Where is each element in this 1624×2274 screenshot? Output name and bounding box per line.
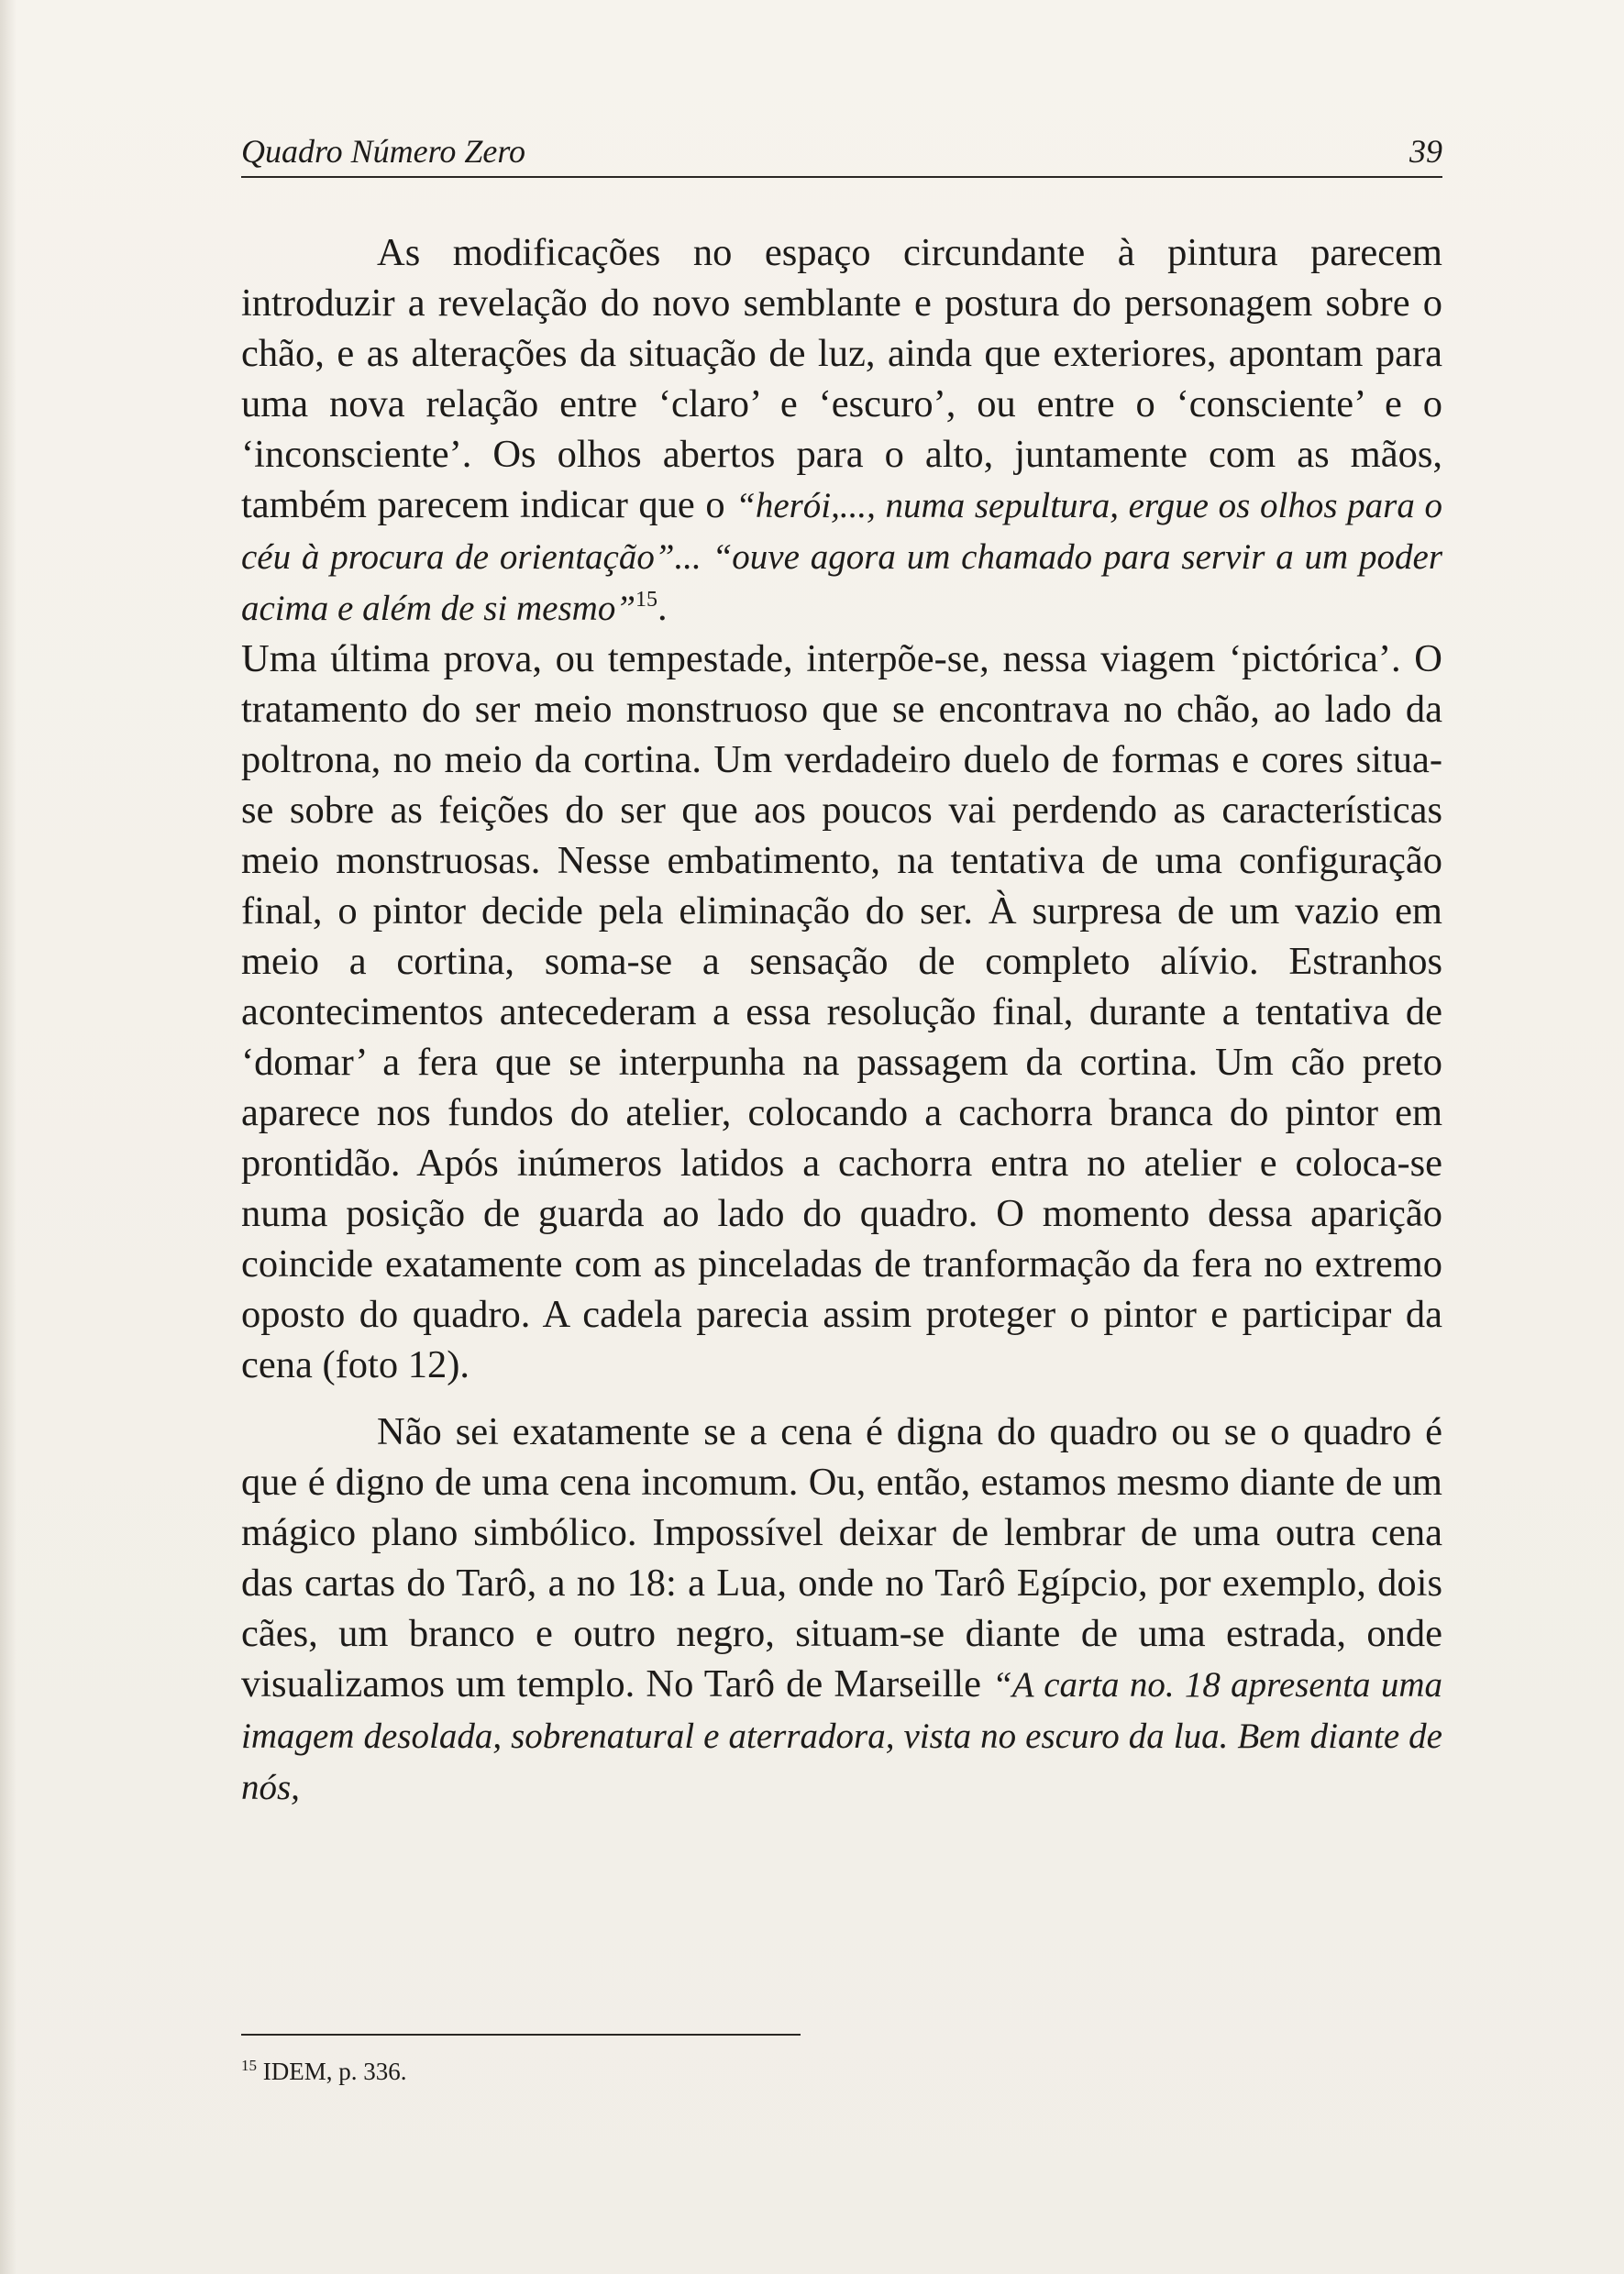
footnote-rule [241,2034,801,2036]
paragraph-3 [241,1407,1442,1813]
paragraph-3-quote: “A carta no. 18 apresenta uma imagem desolada, sobrenatural e aterradora, vista no escuro da lua. Bem diante de nós, [241,1665,1442,1807]
footnote-number: 15 [241,2057,257,2074]
running-title: Quadro Número Zero [241,133,526,170]
page-number: 39 [1409,133,1442,170]
header-rule [241,176,1442,178]
footnote-text: IDEM, p. 336. [262,2058,407,2085]
body-text [241,227,1442,1813]
paragraph-1-text: As modificações no espaço circundante à pintura parecem introduzir a revelação do novo semblante e postura do personagem sobre o chão, e as alterações da situação de luz, ainda que exteriores, apontam para uma nova relação entre ‘claro’ e ‘escuro’, ou entre o ‘consciente’ e o ‘inconsciente’. Os olhos abertos para o alto, juntamente com as mãos, também parecem indicar que o [241,231,1442,526]
paragraph-2 [241,634,1442,1390]
paragraph-3-text: Não sei exatamente se a cena é digna do quadro ou se o quadro é que é digno de uma cena incomum. Ou, então, estamos mesmo diante de um mágico plano simbólico. Impossível deixar de lembrar de uma outra cena das cartas do Tarô, a no 18: a Lua, onde no Tarô Egípcio, por exemplo, dois cães, um branco e outro negro, situam-se diante de uma estrada, onde visualizamos um templo. No Tarô de Marseille [241,1410,1442,1706]
page-edge-shadow [0,0,17,2274]
paragraph-1 [241,227,1442,634]
paragraph-1-end: . [657,586,668,629]
footnote-reference: 15 [635,587,658,612]
footnote [241,2056,1066,2087]
running-header [241,124,1442,175]
paragraph-1-quote: “herói,..., numa sepultura, ergue os olhos para o céu à procura de orientação”... “ouve agora um chamado para servir a um poder acima e além de si mesmo” [241,486,1442,628]
paragraph-2-text: Uma última prova, ou tempestade, interpõe-se, nessa viagem ‘pictórica’. O tratamento do ser meio monstruoso que se encontrava no chão, ao lado da poltrona, no meio da cortina. Um verdadeiro duelo de formas e cores situa-se sobre as feições do ser que aos poucos vai perdendo as características meio monstruosas. Nesse embatimento, na tentativa de uma configuração final, o pintor decide pela eliminação do ser. À surpresa de um vazio em meio a cortina, soma-se a sensação de completo alívio. Estranhos acontecimentos antecederam a essa resolução final, durante a tentativa de ‘domar’ a fera que se interpunha na passagem da cortina. Um cão preto aparece nos fundos do atelier, colocando a cachorra branca do pintor em prontidão. Após inúmeros latidos a cachorra entra no atelier e coloca-se numa posição de guarda ao lado do quadro. O momento dessa aparição coincide exatamente com as pinceladas de tranformação da fera no extremo oposto do quadro. A cadela parecia assim proteger o pintor e participar da cena (foto 12). [241,637,1442,1386]
